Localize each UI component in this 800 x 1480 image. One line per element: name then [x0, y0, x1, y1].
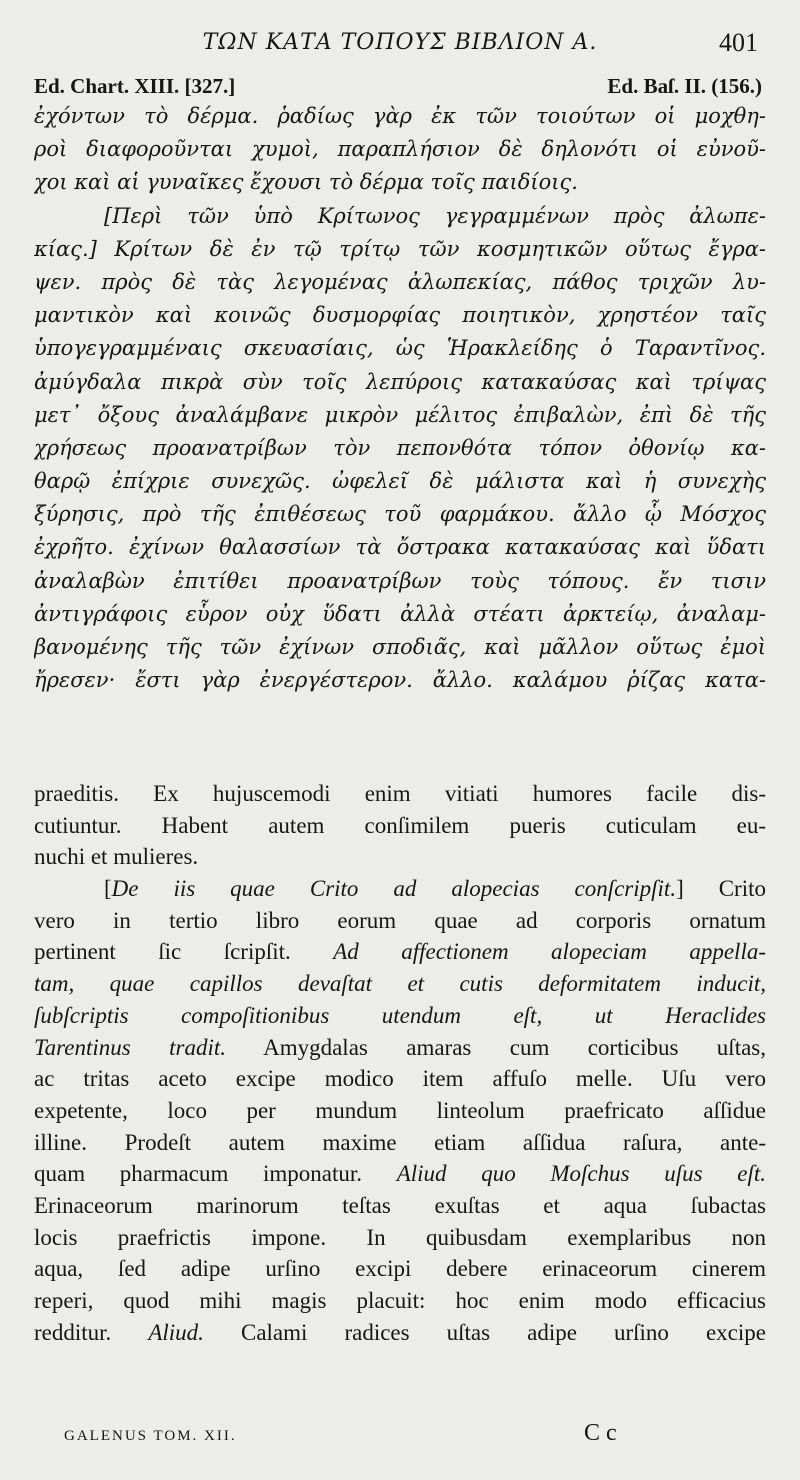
- latin-line: [34, 1253, 766, 1285]
- latin-italic-text: Aliud quo Moſchus uſus eſt.: [396, 1161, 766, 1187]
- latin-text: reperi, quod mihi magis placuit: hoc enim modo efficacius: [34, 1288, 766, 1313]
- latin-italic-text: Ad affectionem alopeciam appella-: [333, 939, 766, 965]
- greek-line: βανομένης τῆς τῶν ἐχίνων σποδιᾶς, καὶ μᾶλλον οὕτως ἐμοὶ: [34, 635, 766, 659]
- latin-line: [34, 1222, 766, 1254]
- greek-line: ἐχόντων τὸ δέρμα. ῥαδίως γὰρ ἐκ τῶν τοιούτων οἱ μοχθη-: [34, 104, 766, 128]
- greek-line: ἀντιγράφοις εὗρον οὐχ ὕδατι ἀλλὰ στέατι ἀρκτείῳ, ἀναλαμ-: [34, 601, 766, 626]
- greek-line: μετ᾽ ὄξους ἀναλάμβανε μικρὸν μέλιτος ἐπιβαλὼν, ἐπὶ δὲ τῆς: [34, 402, 766, 427]
- latin-italic-text: ſubſcriptis compoſitionibus utendum eſt, ut Heraclides: [34, 1002, 766, 1028]
- latin-italic-text: Aliud.: [148, 1319, 204, 1345]
- latin-line: [34, 1190, 766, 1222]
- greek-line: ὑπογεγραμμέναις σκευασίαις, ὡς Ἡρακλείδης ὁ Ταραντῖνος.: [34, 336, 766, 361]
- greek-line: ξύρησις, πρὸ τῆς ἐπιθέσεως τοῦ φαρμάκου. ἄλλο ᾧ Μόσχος: [34, 502, 766, 527]
- greek-line: ἀναλαβὼν ἐπιτίθει προανατρίβων τοὺς τόπους. ἔν τισιν: [34, 568, 766, 593]
- latin-section-heading: De iis quae Crito ad alopecias conſcripſit.: [111, 876, 677, 902]
- greek-text-block: [34, 100, 766, 697]
- latin-line: [34, 1095, 766, 1127]
- latin-text: Calami radices uſtas adipe urſino excipe: [203, 1319, 766, 1345]
- latin-italic-text: Tarentinus tradit.: [34, 1034, 226, 1060]
- greek-line: μαντικὸν καὶ κοινῶς δυσμορφίας ποιητικὸν, χρηστέον ταῖς: [34, 303, 766, 328]
- latin-text: ac tritas aceto excipe modico item affuſo melle. Uſu vero: [34, 1066, 766, 1092]
- latin-text: illine. Prodeſt autem maxime etiam aſſidua raſura, ante-: [34, 1129, 766, 1155]
- edition-reference-right: Ed. Baſ. II. (156.): [607, 74, 762, 98]
- latin-text: ] Crito: [676, 876, 766, 902]
- latin-line: [34, 936, 766, 968]
- latin-line: [34, 1317, 766, 1349]
- greek-line: ἤρεσεν· ἔστι γὰρ ἐνεργέστερον. ἄλλο. καλάμου ῥίζας κατα-: [34, 668, 766, 693]
- greek-line: [Περὶ τῶν ὑπὸ Κρίτωνος γεγραμμένων πρὸς ἀλωπε-: [104, 203, 766, 228]
- greek-line: χοι καὶ αἱ γυναῖκες ἔχουσι τὸ δέρμα τοῖς παιδίοις.: [34, 170, 578, 195]
- latin-line: [34, 1000, 766, 1032]
- latin-text: pertinent ſic ſcripſit.: [34, 939, 334, 965]
- sheet-mark: C c: [584, 1420, 617, 1446]
- latin-line: [34, 1285, 766, 1317]
- latin-text: praeditis. Ex hujuscemodi enim vitiati humores facile dis-: [34, 781, 766, 806]
- latin-text: quam pharmacum imponatur.: [34, 1161, 397, 1187]
- latin-text: redditur.: [34, 1319, 149, 1345]
- latin-text: nuchi et mulieres.: [34, 844, 199, 870]
- latin-text: vero in tertio libro eorum quae ad corporis ornatum: [34, 907, 766, 933]
- latin-line: [34, 1032, 766, 1064]
- latin-line: [34, 778, 766, 810]
- latin-line: [34, 1127, 766, 1159]
- latin-text: cutiuntur. Habent autem conſimilem pueris cuticulam eu-: [34, 812, 766, 838]
- latin-text-block: [34, 778, 766, 1348]
- greek-line: ροὶ διαφοροῦνται χυμοὶ, παραπλήσιον δὲ δηλονότι οἱ εὐνοῦ-: [34, 137, 766, 162]
- latin-line: [34, 968, 766, 1000]
- greek-line: ψεν. πρὸς δὲ τὰς λεγομένας ἀλωπεκίας, πάθος τριχῶν λυ-: [34, 269, 766, 294]
- latin-text: aqua, ſed adipe urſino excipi debere erinaceorum cinerem: [34, 1256, 766, 1282]
- latin-text: Erinaceorum marinorum teſtas exuſtas et aqua ſubactas: [34, 1192, 766, 1218]
- latin-line: [34, 1063, 766, 1095]
- greek-line: ἀμύγδαλα πικρὰ σὺν τοῖς λεπύροις κατακαύσας καὶ τρίψας: [34, 369, 766, 394]
- latin-text: [: [104, 876, 112, 902]
- signature-line: GALENUS TOM. XII.: [64, 1428, 237, 1444]
- latin-text: expetente, loco per mundum linteolum praefricato aſſidue: [34, 1097, 766, 1123]
- greek-line: χρήσεως προανατρίβων τὸν πεπονθότα τόπον ὀθονίῳ κα-: [34, 435, 766, 460]
- greek-line: θαρῷ ἐπίχριε συνεχῶς. ὠφελεῖ δὲ μάλιστα καὶ ἡ συνεχὴς: [34, 469, 766, 494]
- edition-reference-left: Ed. Chart. XIII. [327.]: [34, 74, 236, 98]
- latin-line: [34, 1158, 766, 1190]
- latin-line: [34, 841, 766, 873]
- latin-text: locis praefrictis impone. In quibusdam exemplaribus non: [34, 1224, 766, 1250]
- latin-line: [34, 873, 766, 905]
- running-title: ΤΩΝ ΚΑΤΑ ΤΟΠΟΥΣ ΒΙΒΛΙΟΝ Α.: [202, 30, 598, 55]
- greek-line: ἐχρῆτο. ἐχίνων θαλασσίων τὰ ὄστρακα κατακαύσας καὶ ὕδατι: [34, 535, 766, 560]
- latin-line: [34, 905, 766, 937]
- page-number: 401: [719, 28, 758, 57]
- latin-text: Amygdalas amaras cum corticibus uſtas,: [225, 1034, 766, 1060]
- greek-line: κίας.] Κρίτων δὲ ἐν τῷ τρίτῳ τῶν κοσμητικῶν οὕτως ἔγρα-: [34, 236, 766, 261]
- latin-line: [34, 810, 766, 842]
- latin-italic-text: tam, quae capillos devaſtat et cutis deformitatem inducit,: [34, 971, 766, 997]
